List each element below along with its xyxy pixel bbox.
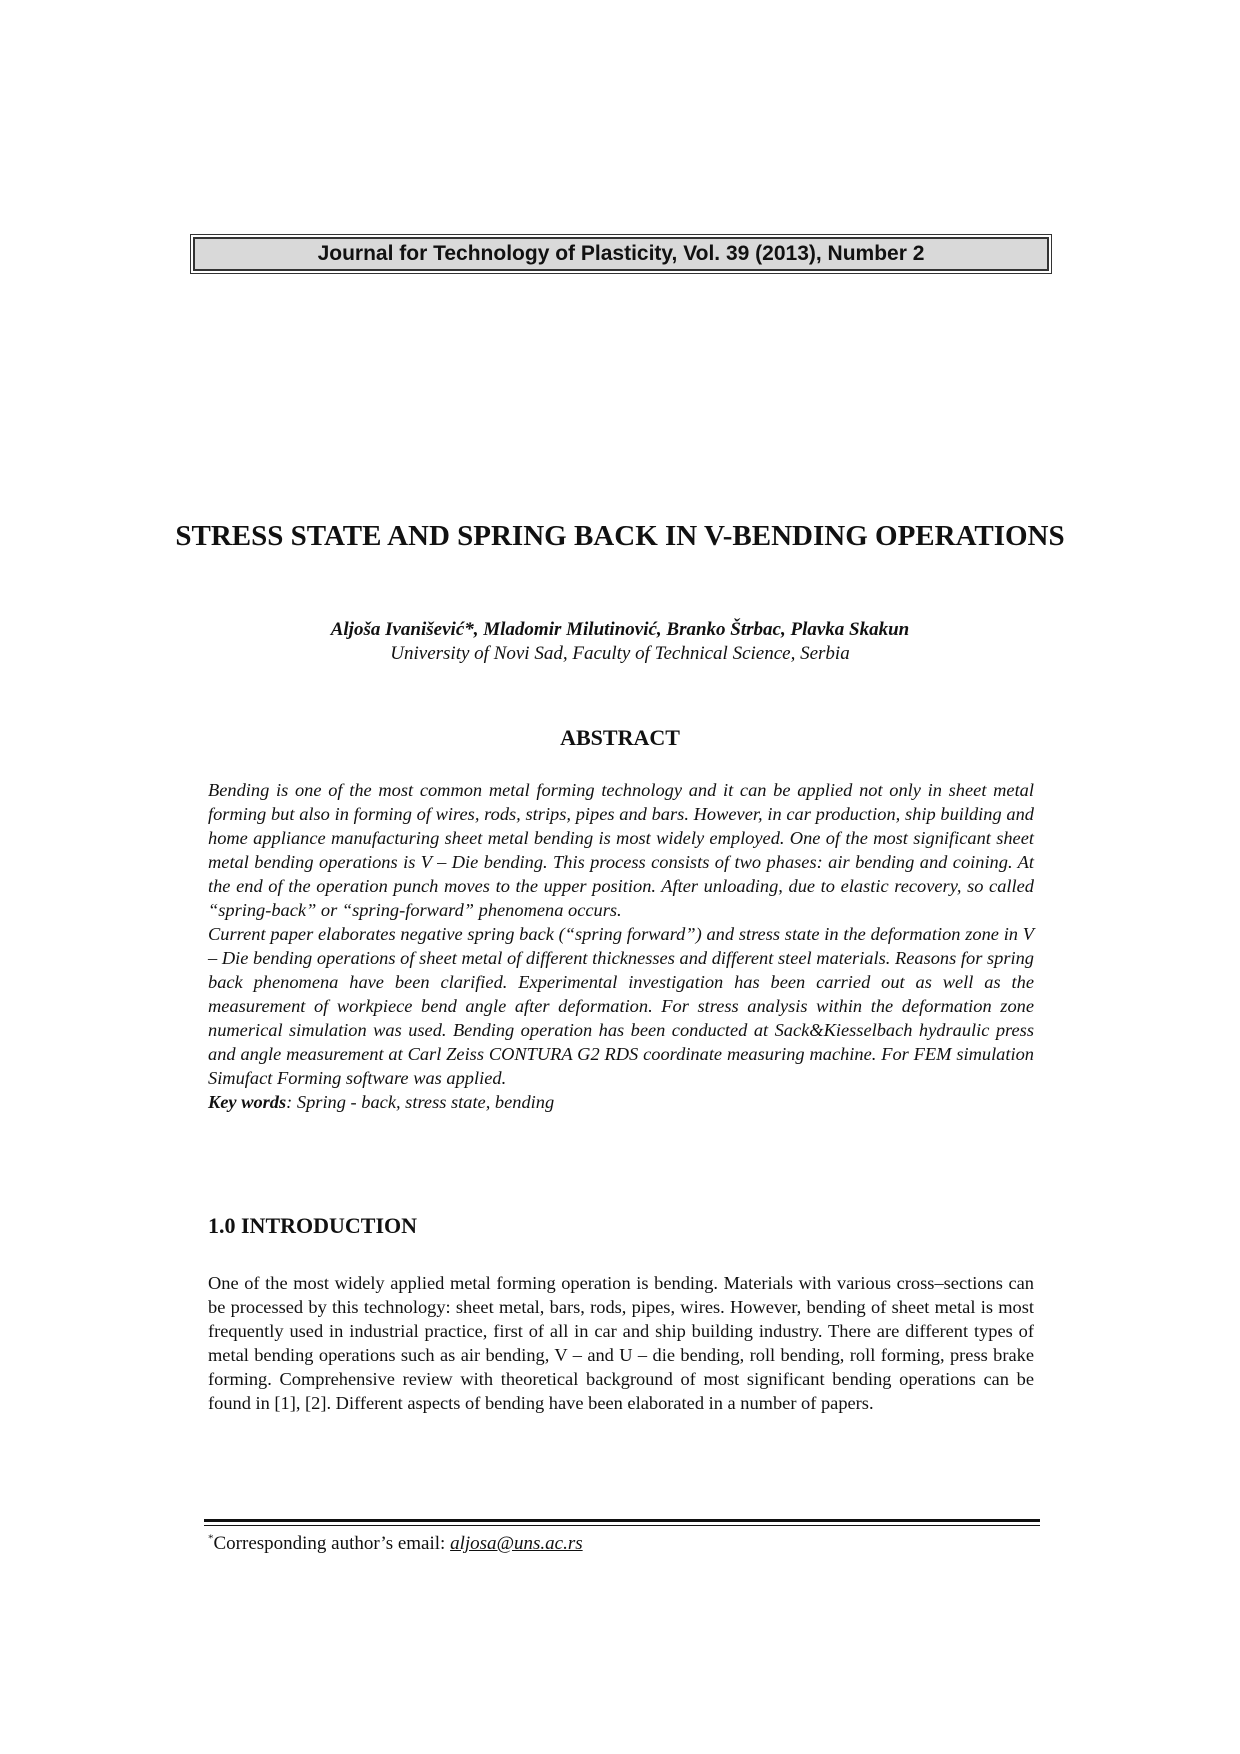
abstract-heading: ABSTRACT [560, 725, 680, 750]
keywords-line [208, 1090, 1034, 1114]
affiliation: University of Novi Sad, Faculty of Technical Science, Serbia [390, 643, 850, 664]
footnote-label: Corresponding author’s email: [213, 1533, 451, 1554]
journal-title: Journal for Technology of Plasticity, Vol. 39 (2013), Number 2 [317, 242, 925, 265]
abstract-body [208, 778, 1034, 1114]
keywords-label: Key words [208, 1092, 287, 1112]
footnote [208, 1532, 583, 1556]
paper-title: STRESS STATE AND SPRING BACK IN V-BENDING OPERATIONS [175, 520, 1065, 552]
introduction-body: One of the most widely applied metal forming operation is bending. Materials with various cross–sections can be processed by this technology: sheet metal, bars, rods, pipes, wires. However, bending of sheet metal is most frequently used in industrial practice, first of all in car and ship building industry. There are different types of metal bending operations such as air bending, V – and U – die bending, roll bending, roll forming, press brake forming. Comprehensive review with theoretical background of most significant bending operations can be found in [1], [2]. Different aspects of bending have been elaborated in a number of papers. [208, 1273, 1034, 1413]
author-list: Aljoša Ivanišević*, Mladomir Milutinović, Branko Štrbac, Plavka Skakun [330, 619, 910, 640]
journal-banner [193, 237, 1049, 271]
keywords-text: : Spring - back, stress state, bending [286, 1092, 555, 1112]
abstract-paragraph-1: Bending is one of the most common metal forming technology and it can be applied not only in sheet metal forming but also in forming of wires, rods, strips, pipes and bars. However, in car production, ship building and home appliance manufacturing sheet metal bending is most widely employed. One of the most significant sheet metal bending operations is V – Die bending. This process consists of two phases: air bending and coining. At the end of the operation punch moves to the upper position. After unloading, due to elastic recovery, so called “spring-back” or “spring-forward” phenomena occurs. [208, 780, 1034, 920]
abstract-paragraph-2: Current paper elaborates negative spring back (“spring forward”) and stress state in the deformation zone in V – Die bending operations of sheet metal of different thicknesses and different steel materials. Reasons for spring back phenomena have been clarified. Experimental investigation has been carried out as well as the measurement of workpiece bend angle after deformation. For stress analysis within the deformation zone numerical simulation was used. Bending operation has been conducted at Sack&Kiesselbach hydraulic press and angle measurement at Carl Zeiss CONTURA G2 RDS coordinate measuring machine. For FEM simulation Simufact Forming software was applied. [208, 924, 1034, 1088]
footnote-divider [204, 1519, 1040, 1526]
section-heading-introduction: 1.0 INTRODUCTION [208, 1213, 418, 1238]
footnote-marker: * [208, 1532, 214, 1545]
author-email-link[interactable]: aljosa@uns.ac.rs [450, 1533, 583, 1554]
